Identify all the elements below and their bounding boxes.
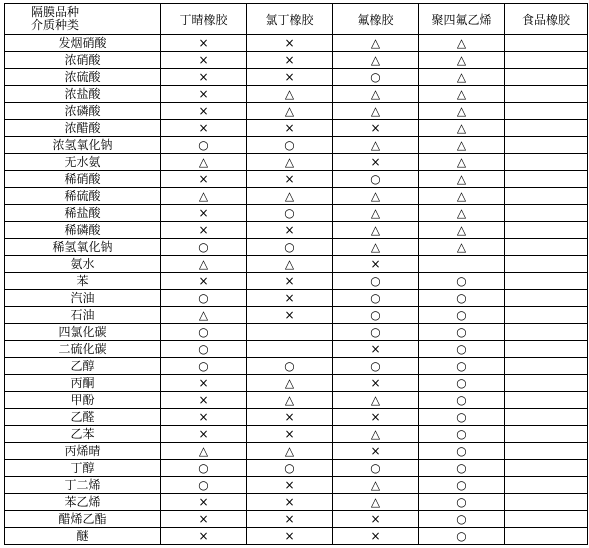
medium-cell: 无水氨 <box>5 154 161 171</box>
table-row <box>5 256 588 273</box>
rating-cell: × <box>161 52 247 69</box>
rating-cell: ○ <box>161 324 247 341</box>
medium-cell: 石油 <box>5 307 161 324</box>
medium-cell: 苯乙烯 <box>5 494 161 511</box>
table-row <box>5 205 588 222</box>
table-row <box>5 392 588 409</box>
rating-cell: △ <box>419 120 505 137</box>
rating-cell: △ <box>419 239 505 256</box>
rating-cell: × <box>161 409 247 426</box>
header-row <box>5 4 588 35</box>
medium-cell: 稀磷酸 <box>5 222 161 239</box>
rating-cell: △ <box>333 494 419 511</box>
rating-cell: ○ <box>419 375 505 392</box>
table-row <box>5 426 588 443</box>
rating-cell <box>505 103 588 120</box>
rating-cell: × <box>333 528 419 545</box>
rating-cell: × <box>161 273 247 290</box>
rating-cell: ○ <box>333 324 419 341</box>
column-header-food-rubber: 食品橡胶 <box>505 4 588 35</box>
column-header-nitrile: 丁晴橡胶 <box>161 4 247 35</box>
rating-cell: △ <box>247 154 333 171</box>
rating-cell: × <box>247 120 333 137</box>
table-row <box>5 511 588 528</box>
rating-cell <box>505 409 588 426</box>
rating-cell: △ <box>333 35 419 52</box>
rating-cell: ○ <box>333 290 419 307</box>
rating-cell: ○ <box>419 511 505 528</box>
rating-cell: × <box>247 35 333 52</box>
rating-cell: ○ <box>419 392 505 409</box>
rating-cell: × <box>247 273 333 290</box>
rating-cell <box>505 86 588 103</box>
table-row <box>5 35 588 52</box>
rating-cell: × <box>161 69 247 86</box>
table-row <box>5 52 588 69</box>
rating-cell <box>505 35 588 52</box>
table-row <box>5 171 588 188</box>
rating-cell: △ <box>419 69 505 86</box>
table-row <box>5 137 588 154</box>
rating-cell: △ <box>419 205 505 222</box>
rating-cell: △ <box>419 222 505 239</box>
rating-cell: ○ <box>419 477 505 494</box>
rating-cell <box>505 290 588 307</box>
rating-cell: ○ <box>419 528 505 545</box>
table-row <box>5 273 588 290</box>
rating-cell: × <box>247 290 333 307</box>
medium-cell: 稀硫酸 <box>5 188 161 205</box>
rating-cell: ○ <box>419 307 505 324</box>
table-row <box>5 69 588 86</box>
rating-cell: ○ <box>247 358 333 375</box>
rating-cell <box>505 375 588 392</box>
corner-header-bottom: 介质种类 <box>31 18 80 32</box>
rating-cell: ○ <box>419 426 505 443</box>
medium-cell: 浓磷酸 <box>5 103 161 120</box>
rating-cell <box>505 511 588 528</box>
compatibility-table <box>4 3 588 545</box>
rating-cell: ○ <box>333 460 419 477</box>
rating-cell <box>505 171 588 188</box>
table-row <box>5 443 588 460</box>
medium-cell: 四氯化碳 <box>5 324 161 341</box>
rating-cell: × <box>247 52 333 69</box>
rating-cell <box>505 443 588 460</box>
medium-cell: 苯 <box>5 273 161 290</box>
rating-cell: × <box>247 528 333 545</box>
table-row <box>5 188 588 205</box>
rating-cell <box>505 188 588 205</box>
rating-cell: △ <box>333 52 419 69</box>
rating-cell <box>505 120 588 137</box>
rating-cell: ○ <box>247 137 333 154</box>
rating-cell: × <box>247 494 333 511</box>
rating-cell: × <box>161 86 247 103</box>
rating-cell: × <box>161 426 247 443</box>
rating-cell: ○ <box>333 358 419 375</box>
rating-cell: ○ <box>161 477 247 494</box>
rating-cell: ○ <box>247 205 333 222</box>
table-row <box>5 341 588 358</box>
rating-cell <box>505 256 588 273</box>
corner-header-top: 隔膜品种 <box>31 5 80 19</box>
rating-cell: △ <box>333 222 419 239</box>
rating-cell: × <box>333 409 419 426</box>
rating-cell: × <box>333 511 419 528</box>
corner-header-cell <box>5 4 161 35</box>
medium-cell: 浓硫酸 <box>5 69 161 86</box>
rating-cell: × <box>161 171 247 188</box>
rating-cell <box>505 460 588 477</box>
medium-cell: 稀盐酸 <box>5 205 161 222</box>
table-row <box>5 86 588 103</box>
table-row <box>5 409 588 426</box>
rating-cell: ○ <box>419 273 505 290</box>
rating-cell: × <box>247 511 333 528</box>
rating-cell: △ <box>247 392 333 409</box>
rating-cell: △ <box>333 392 419 409</box>
medium-cell: 二硫化碳 <box>5 341 161 358</box>
rating-cell <box>505 341 588 358</box>
rating-cell: ○ <box>161 137 247 154</box>
medium-cell: 浓醋酸 <box>5 120 161 137</box>
rating-cell: △ <box>161 307 247 324</box>
rating-cell: × <box>247 477 333 494</box>
rating-cell: △ <box>333 477 419 494</box>
medium-cell: 醋烯乙酯 <box>5 511 161 528</box>
rating-cell: △ <box>161 188 247 205</box>
rating-cell: △ <box>419 154 505 171</box>
rating-cell: × <box>161 528 247 545</box>
rating-cell: ○ <box>333 307 419 324</box>
rating-cell: × <box>161 35 247 52</box>
rating-cell: ○ <box>419 460 505 477</box>
rating-cell: × <box>161 392 247 409</box>
rating-cell: × <box>161 511 247 528</box>
rating-cell: × <box>333 375 419 392</box>
rating-cell: △ <box>419 52 505 69</box>
medium-cell: 浓氢氧化钠 <box>5 137 161 154</box>
medium-cell: 醚 <box>5 528 161 545</box>
rating-cell: × <box>247 222 333 239</box>
rating-cell: ○ <box>333 171 419 188</box>
rating-cell: ○ <box>247 239 333 256</box>
rating-cell: × <box>161 103 247 120</box>
rating-cell: × <box>333 443 419 460</box>
rating-cell: △ <box>419 103 505 120</box>
medium-cell: 丙烯晴 <box>5 443 161 460</box>
rating-cell: × <box>247 171 333 188</box>
table-row <box>5 120 588 137</box>
medium-cell: 氨水 <box>5 256 161 273</box>
rating-cell: ○ <box>419 341 505 358</box>
rating-cell <box>505 494 588 511</box>
rating-cell: ○ <box>419 358 505 375</box>
rating-cell: ○ <box>333 273 419 290</box>
rating-cell <box>505 205 588 222</box>
rating-cell: △ <box>419 171 505 188</box>
rating-cell: × <box>161 222 247 239</box>
rating-cell: × <box>161 375 247 392</box>
rating-cell: △ <box>419 137 505 154</box>
rating-cell: ○ <box>419 443 505 460</box>
rating-cell: △ <box>333 205 419 222</box>
medium-cell: 浓硝酸 <box>5 52 161 69</box>
rating-cell: △ <box>161 256 247 273</box>
rating-cell: △ <box>161 154 247 171</box>
table-row <box>5 460 588 477</box>
rating-cell: × <box>333 154 419 171</box>
table-row <box>5 307 588 324</box>
rating-cell: △ <box>333 103 419 120</box>
column-header-fluororubber: 氟橡胶 <box>333 4 419 35</box>
medium-cell: 乙醛 <box>5 409 161 426</box>
rating-cell <box>505 307 588 324</box>
table-row <box>5 103 588 120</box>
table-row <box>5 239 588 256</box>
table-body <box>5 35 588 545</box>
table-row <box>5 528 588 545</box>
rating-cell: × <box>247 409 333 426</box>
rating-cell: × <box>161 205 247 222</box>
medium-cell: 丁醇 <box>5 460 161 477</box>
rating-cell: △ <box>161 443 247 460</box>
rating-cell: ○ <box>161 358 247 375</box>
rating-cell: × <box>333 120 419 137</box>
rating-cell <box>505 358 588 375</box>
rating-cell: △ <box>333 426 419 443</box>
rating-cell <box>505 52 588 69</box>
rating-cell <box>505 154 588 171</box>
rating-cell: △ <box>419 86 505 103</box>
rating-cell <box>505 222 588 239</box>
medium-cell: 乙醇 <box>5 358 161 375</box>
rating-cell <box>505 324 588 341</box>
rating-cell: ○ <box>247 460 333 477</box>
rating-cell: × <box>333 256 419 273</box>
rating-cell: △ <box>247 103 333 120</box>
rating-cell: ○ <box>333 69 419 86</box>
rating-cell: △ <box>247 86 333 103</box>
rating-cell <box>505 392 588 409</box>
rating-cell <box>505 137 588 154</box>
medium-cell: 稀氢氧化钠 <box>5 239 161 256</box>
column-header-neoprene: 氯丁橡胶 <box>247 4 333 35</box>
rating-cell: × <box>333 341 419 358</box>
rating-cell: × <box>247 307 333 324</box>
rating-cell <box>419 256 505 273</box>
rating-cell <box>505 69 588 86</box>
rating-cell: △ <box>419 188 505 205</box>
table-row <box>5 494 588 511</box>
medium-cell: 汽油 <box>5 290 161 307</box>
rating-cell <box>505 528 588 545</box>
rating-cell: × <box>161 120 247 137</box>
rating-cell: △ <box>333 137 419 154</box>
rating-cell: △ <box>247 256 333 273</box>
rating-cell: △ <box>247 375 333 392</box>
rating-cell <box>505 426 588 443</box>
table-row <box>5 358 588 375</box>
rating-cell: △ <box>333 239 419 256</box>
medium-cell: 甲酚 <box>5 392 161 409</box>
rating-cell: ○ <box>161 239 247 256</box>
table-row <box>5 290 588 307</box>
table-row <box>5 324 588 341</box>
rating-cell: × <box>247 69 333 86</box>
rating-cell: △ <box>247 188 333 205</box>
column-header-ptfe: 聚四氟乙烯 <box>419 4 505 35</box>
rating-cell: ○ <box>419 494 505 511</box>
medium-cell: 丁二烯 <box>5 477 161 494</box>
medium-cell: 浓盐酸 <box>5 86 161 103</box>
rating-cell <box>505 239 588 256</box>
medium-cell: 丙酮 <box>5 375 161 392</box>
table-row <box>5 375 588 392</box>
rating-cell: △ <box>333 188 419 205</box>
rating-cell: × <box>247 426 333 443</box>
rating-cell: ○ <box>419 324 505 341</box>
rating-cell: ○ <box>419 290 505 307</box>
rating-cell: ○ <box>161 341 247 358</box>
table-row <box>5 477 588 494</box>
rating-cell: ○ <box>161 290 247 307</box>
rating-cell <box>505 477 588 494</box>
table-row <box>5 222 588 239</box>
rating-cell <box>247 324 333 341</box>
medium-cell: 发烟硝酸 <box>5 35 161 52</box>
rating-cell: △ <box>419 35 505 52</box>
rating-cell: △ <box>333 86 419 103</box>
table-row <box>5 154 588 171</box>
rating-cell: × <box>161 494 247 511</box>
rating-cell: ○ <box>161 460 247 477</box>
rating-cell <box>247 341 333 358</box>
rating-cell <box>505 273 588 290</box>
rating-cell: △ <box>247 443 333 460</box>
medium-cell: 稀硝酸 <box>5 171 161 188</box>
rating-cell: ○ <box>419 409 505 426</box>
medium-cell: 乙苯 <box>5 426 161 443</box>
